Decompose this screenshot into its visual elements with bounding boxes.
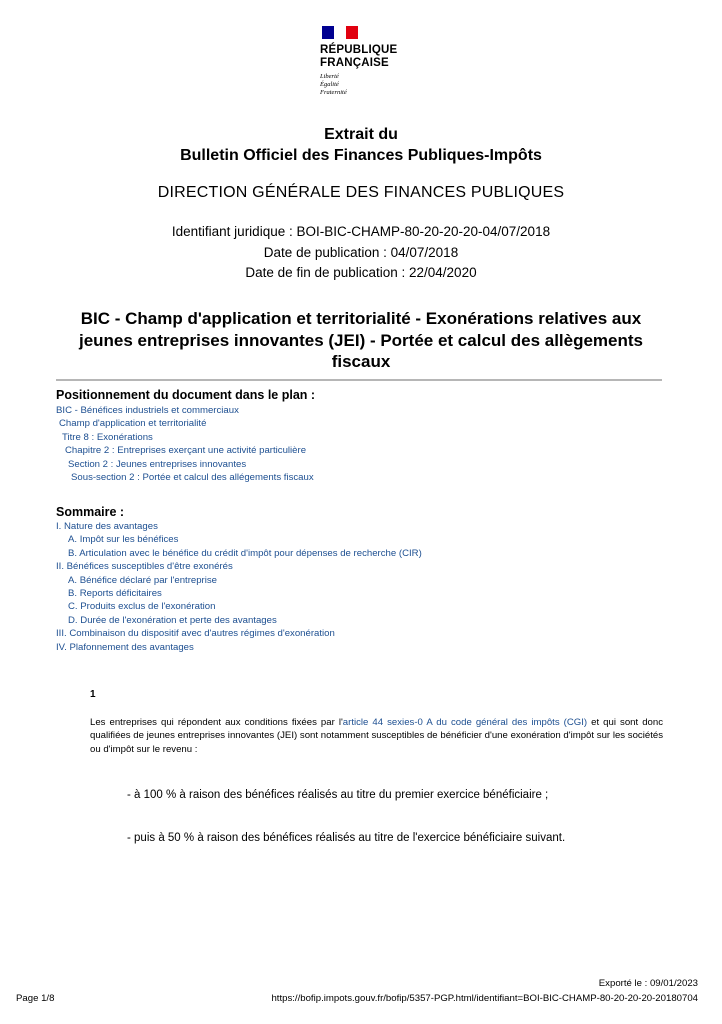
motto-egalite: Égalité (320, 81, 339, 88)
sommaire-item[interactable]: B. Articulation avec le bénéfice du crédit d'impôt pour dépenses de recherche (CIR) (68, 547, 422, 559)
sommaire-item[interactable]: IV. Plafonnement des avantages (56, 641, 194, 653)
cgi-article-link[interactable]: article 44 sexies-0 A du code général des impôts (CGI) (342, 717, 588, 728)
sommaire-item[interactable]: D. Durée de l'exonération et perte des avantages (68, 614, 277, 626)
paragraph-number: 1 (90, 689, 96, 700)
extrait-line-1: Extrait du (324, 126, 398, 143)
paragraph-text (90, 716, 663, 756)
sommaire-item[interactable]: B. Reports déficitaires (68, 588, 162, 600)
sommaire-item[interactable]: II. Bénéfices susceptibles d'être exonérés (56, 561, 233, 573)
motto-liberte: Liberté (320, 73, 339, 80)
logo-line-2: FRANÇAISE (320, 57, 389, 69)
sommaire-list (56, 520, 422, 654)
document-title: BIC - Champ d'application et territorialité - Exonérations relatives aux jeunes entreprises innovantes (JEI) - Portée et calcul des allègements fiscaux (78, 309, 644, 371)
sommaire-item[interactable]: A. Impôt sur les bénéfices (68, 534, 179, 546)
paragraph-text-end: et qui sont donc qualifiées de jeunes entreprises innovantes (JEI) sont notamment susceptibles de bénéficier d'une exonération d'impôt sur les sociétés ou d'impôt sur le revenu : (90, 717, 663, 755)
french-flag-icon (322, 26, 358, 39)
plan-item[interactable]: Champ d'application et territorialité (59, 418, 207, 430)
extrait-header (0, 124, 722, 166)
date-fin-publication: Date de fin de publication : 22/04/2020 (245, 265, 477, 280)
republique-francaise-logo (320, 26, 430, 97)
sommaire-item[interactable]: I. Nature des avantages (56, 521, 158, 532)
bullet-following-exercise: - puis à 50 % à raison des bénéfices réalisés au titre de l'exercice bénéficiaire suivant. (127, 832, 566, 844)
identifiant-juridique: Identifiant juridique : BOI-BIC-CHAMP-80-20-20-20-04/07/2018 (171, 224, 551, 239)
sommaire-item[interactable]: A. Bénéfice déclaré par l'entreprise (68, 574, 218, 586)
sommaire-heading: Sommaire : (56, 505, 125, 519)
plan-item[interactable]: Sous-section 2 : Portée et calcul des allégements fiscaux (71, 472, 314, 484)
logo-text (320, 44, 430, 70)
plan-item[interactable]: Titre 8 : Exonérations (62, 431, 153, 443)
direction-title: DIRECTION GÉNÉRALE DES FINANCES PUBLIQUES (157, 184, 565, 201)
date-publication: Date de publication : 04/07/2018 (263, 244, 459, 260)
extrait-line-2: Bulletin Officiel des Finances Publiques-Impôts (180, 147, 542, 164)
plan-breadcrumb (56, 404, 314, 484)
title-divider (56, 379, 662, 381)
plan-item[interactable]: Chapitre 2 : Entreprises exerçant une activité particulière (65, 445, 307, 457)
motto-fraternite: Fraternité (320, 89, 347, 96)
sommaire-item[interactable]: C. Produits exclus de l'exonération (68, 601, 216, 613)
logo-motto (320, 73, 430, 97)
sommaire-item[interactable]: III. Combinaison du dispositif avec d'autres régimes d'exonération (56, 628, 335, 640)
plan-item[interactable]: Section 2 : Jeunes entreprises innovantes (68, 458, 247, 470)
document-metadata (0, 222, 722, 284)
page-number: Page 1/8 (16, 993, 55, 1004)
plan-heading: Positionnement du document dans le plan : (56, 388, 316, 402)
paragraph-text-start: Les entreprises qui répondent aux conditions fixées par l' (90, 717, 343, 728)
source-url: https://bofip.impots.gouv.fr/bofip/5357-PGP.html/identifiant=BOI-BIC-CHAMP-80-20-20-20-20180704 (271, 993, 698, 1004)
export-date: Exporté le : 09/01/2023 (598, 978, 698, 989)
bullet-first-exercise: - à 100 % à raison des bénéfices réalisés au titre du premier exercice bénéficiaire ; (127, 789, 549, 801)
logo-line-1: RÉPUBLIQUE (320, 44, 398, 56)
plan-item[interactable]: BIC - Bénéfices industriels et commerciaux (56, 405, 239, 416)
